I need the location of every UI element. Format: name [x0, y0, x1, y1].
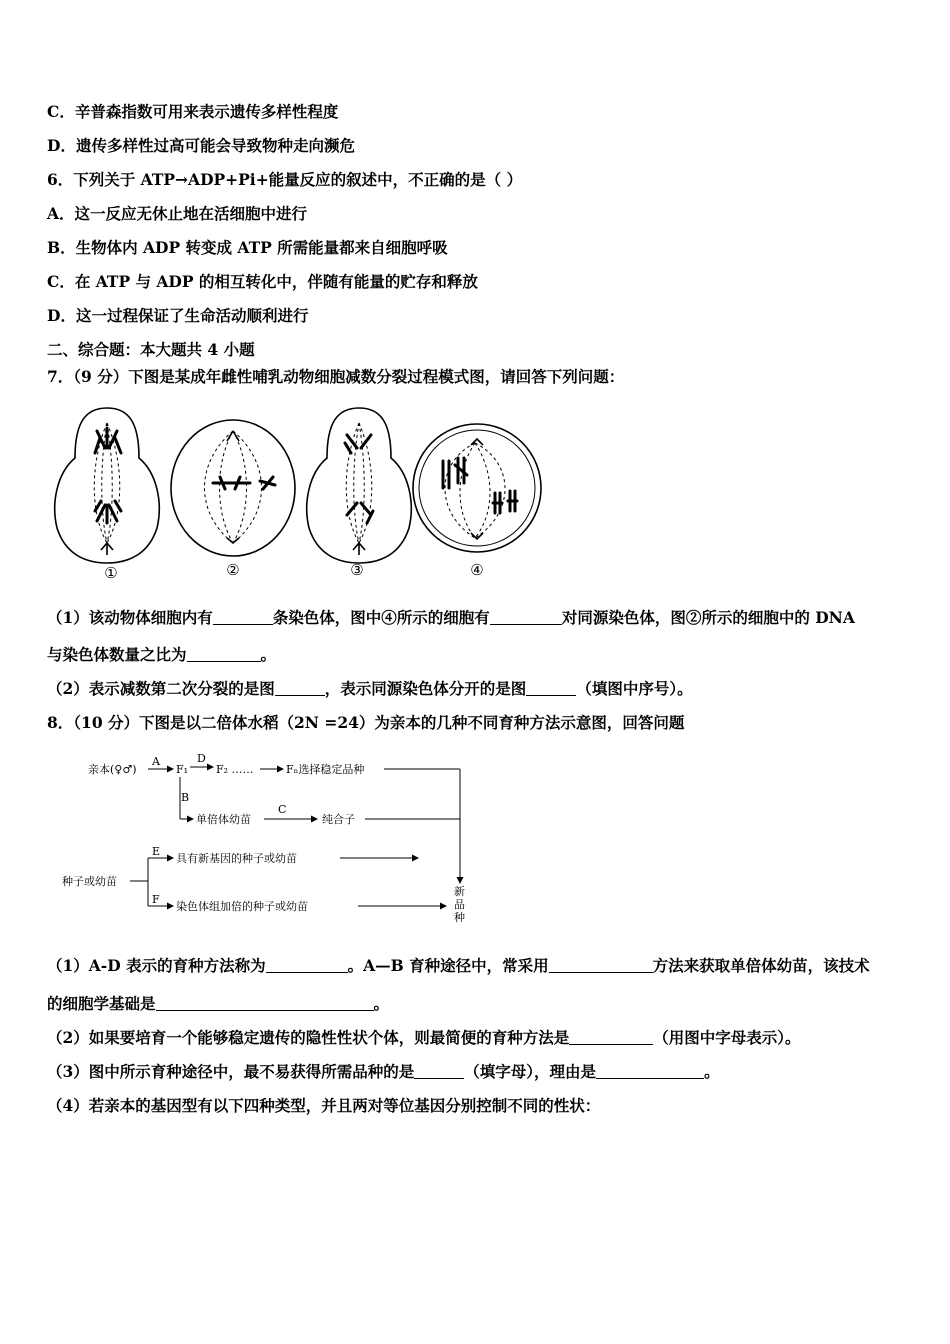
cell-label-2: ②	[226, 561, 240, 579]
q6-stem: 6．下列关于 ATP→ADP+Pi+能量反应的叙述中，不正确的是（ ）	[47, 170, 523, 189]
new-variety-char-1: 新	[454, 885, 465, 898]
breeding-flow-figure	[60, 745, 480, 930]
q8-part-1-line-1: （1）A-D 表示的育种方法称为 。A—B 育种途径中，常采用 方法来获取单倍体幼苗，该技术	[47, 956, 870, 975]
answer-blank[interactable]	[213, 610, 273, 625]
f2-label: F₂ ……	[216, 763, 254, 776]
q8-part-2: （2）如果要培育一个能够稳定遗传的隐性性状个体，则最简便的育种方法是 （用图中字母表示）。	[47, 1028, 801, 1047]
new-variety-char-3: 种	[454, 911, 465, 924]
answer-blank[interactable]	[275, 681, 325, 696]
answer-blank[interactable]	[569, 1030, 653, 1045]
meiosis-cell-figure	[45, 403, 545, 583]
section-2-heading: 二、综合题：本大题共 4 小题	[47, 340, 255, 359]
cell-3-outline	[307, 408, 412, 563]
answer-blank[interactable]	[187, 647, 261, 662]
new-variety-char-2: 品	[454, 898, 465, 911]
parent-label: 亲本(♀♂)	[88, 763, 137, 776]
cell-label-1: ①	[104, 564, 118, 582]
q7-stem: 7．（9 分）下图是某成年雌性哺乳动物细胞减数分裂过程模式图，请回答下列问题：	[47, 367, 625, 386]
answer-blank[interactable]	[490, 610, 562, 625]
answer-blank[interactable]	[156, 996, 374, 1011]
q8-part-1-line-2: 的细胞学基础是 。	[47, 994, 390, 1013]
q5-option-c: C．辛普森指数可用来表示遗传多样性程度	[47, 102, 339, 121]
arrow-f-label: F	[152, 893, 160, 906]
q8-stem: 8．（10 分）下图是以二倍体水稻（2N =24）为亲本的几种不同育种方法示意图，回答问题	[47, 713, 685, 732]
arrow-d-label: D	[197, 752, 206, 765]
q6-option-d: D．这一过程保证了生命活动顺利进行	[47, 306, 309, 325]
cell-4-outline	[413, 424, 541, 552]
q7-part-2: （2）表示减数第二次分裂的是图 ，表示同源染色体分开的是图 （填图中序号）。	[47, 679, 693, 698]
new-gene-label: 具有新基因的种子或幼苗	[176, 852, 297, 865]
q5-option-d: D．遗传多样性过高可能会导致物种走向濒危	[47, 136, 355, 155]
homozygote-label: 纯合子	[322, 813, 355, 826]
q8-part-3: （3）图中所示育种途径中，最不易获得所需品种的是 （填字母），理由是 。	[47, 1062, 720, 1081]
seed-label: 种子或幼苗	[62, 875, 117, 888]
q6-option-b: B．生物体内 ADP 转变成 ATP 所需能量都来自细胞呼吸	[47, 238, 448, 257]
arrow-c-label: C	[278, 803, 287, 816]
q7-part-1-line-2: 与染色体数量之比为 。	[47, 645, 277, 664]
doubled-label: 染色体组加倍的种子或幼苗	[176, 900, 308, 913]
answer-blank[interactable]	[549, 958, 653, 973]
answer-blank[interactable]	[596, 1064, 704, 1079]
arrow-b-label: B	[181, 791, 190, 804]
q6-option-a: A．这一反应无休止地在活细胞中进行	[47, 204, 308, 223]
q6-option-c: C．在 ATP 与 ADP 的相互转化中，伴随有能量的贮存和释放	[47, 272, 478, 291]
answer-blank[interactable]	[414, 1064, 464, 1079]
arrow-e-label: E	[152, 845, 161, 858]
arrow-a-label: A	[152, 755, 160, 768]
f1-label: F₁	[176, 763, 189, 776]
answer-blank[interactable]	[266, 958, 348, 973]
cell-label-3: ③	[350, 561, 364, 579]
q8-part-4: （4）若亲本的基因型有以下四种类型，并且两对等位基因分别控制不同的性状：	[47, 1096, 601, 1115]
q7-part-1-line-1: （1）该动物体细胞内有 条染色体，图中④所示的细胞有 对同源染色体，图②所示的细胞中的 DNA	[47, 608, 855, 627]
haploid-label: 单倍体幼苗	[196, 813, 251, 826]
fn-label: Fₙ选择稳定品种	[286, 763, 365, 776]
cell-2-outline	[171, 420, 295, 556]
cell-label-4: ④	[470, 561, 484, 579]
answer-blank[interactable]	[526, 681, 576, 696]
